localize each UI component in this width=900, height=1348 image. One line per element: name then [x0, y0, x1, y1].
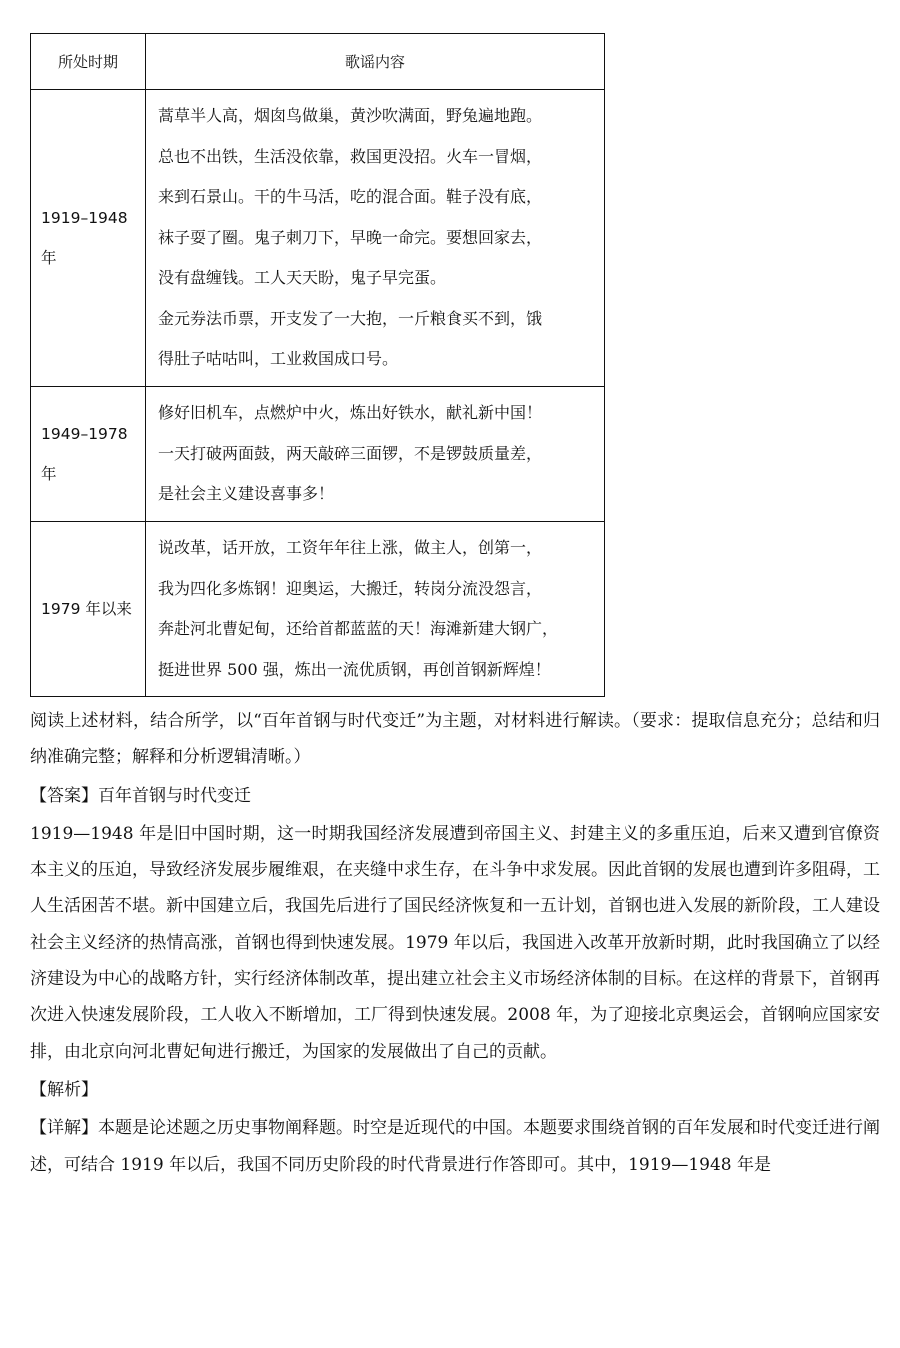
period-line: 1979 年以来: [41, 600, 132, 618]
lyric-line: 蒿草半人高，烟囱鸟做巢，黄沙吹满面，野兔遍地跑。: [158, 106, 543, 126]
period-cell: [31, 387, 146, 522]
lyric-line: 来到石景山。干的牛马活，吃的混合面。鞋子没有底，: [158, 187, 543, 207]
lyric-line: 一天打破两面鼓，两天敲碎三面锣，不是锣鼓质量差，: [158, 443, 543, 463]
question-paragraph: 阅读上述材料，结合所学，以“百年首钢与时代变迁”为主题，对材料进行解读。（要求：提取信息充分；总结和归纳准确完整；解释和分析逻辑清晰。）: [30, 711, 880, 768]
answer-heading: [30, 778, 880, 814]
period-line: 年: [41, 465, 57, 483]
header-content: 歌谣内容: [146, 34, 605, 90]
lyric-line: 我为四化多炼钢！迎奥运，大搬迁，转岗分流没怨言，: [158, 578, 543, 598]
lyric-line: 修好旧机车，点燃炉中火，炼出好铁水，献礼新中国！: [158, 403, 543, 423]
lyric-line: 没有盘缠钱。工人天天盼，鬼子早完蛋。: [158, 268, 447, 288]
lyrics-cell: [146, 522, 605, 697]
detail-text: 本题是论述题之历史事物阐释题。时空是近现代的中国。本题要求围绕首钢的百年发展和时代变迁进行阐述，可结合 1919 年以后，我国不同历史阶段的时代背景进行作答即可。其中，1919—1948 年是: [30, 1118, 880, 1175]
answer-tag: 【答案】: [30, 785, 98, 806]
lyric-line: 袜子耍了圈。鬼子刺刀下，早晚一命完。要想回家去，: [158, 227, 543, 247]
period-line: 年: [41, 249, 57, 267]
period-cell: [31, 522, 146, 697]
lyric-line: 奔赴河北曹妃甸，还给首都蓝蓝的天！海滩新建大钢广，: [158, 619, 559, 638]
period-line: 1949–1978: [41, 425, 128, 443]
lyric-line: 得肚子咕咕叫，工业救国成口号。: [158, 349, 399, 369]
table-header-row: [31, 34, 605, 90]
ballad-table: [30, 33, 605, 697]
period-cell: [31, 90, 146, 387]
answer-paragraph: 1919—1948 年是旧中国时期，这一时期我国经济发展遭到帝国主义、封建主义的多重压迫，后来又遭到官僚资本主义的压迫，导致经济发展步履维艰，在夹缝中求生存，在斗争中求发展。因此首钢的发展也遭到许多阻碍，工人生活困苦不堪。新中国建立后，我国先后进行了国民经济恢复和一五计划，首钢也进入发展的新阶段，工人建设社会主义经济的热情高涨，首钢也得到快速发展。1979 年以后，我国进入改革开放新时期，此时我国确立了以经济建设为中心的战略方针，实行经济体制改革，提出建立社会主义市场经济体制的目标。在这样的背景下，首钢再次进入快速发展阶段，工人收入不断增加，工厂得到快速发展。2008 年，为了迎接北京奥运会，首钢响应国家安排，由北京向河北曹妃甸进行搬迁，为国家的发展做出了自己的贡献。: [30, 823, 880, 1062]
table-row: [31, 387, 605, 522]
document-body: [30, 703, 880, 1183]
lyric-line: 挺进世界 500 强，炼出一流优质钢，再创首钢新辉煌！: [158, 659, 551, 679]
detail-tag: 【详解】: [30, 1118, 98, 1139]
answer-title: 百年首钢与时代变迁: [98, 785, 251, 806]
analysis-heading: 【解析】: [30, 1079, 98, 1100]
detail-paragraph: [30, 1110, 880, 1183]
table-row: [31, 522, 605, 697]
period-line: 1919–1948: [41, 209, 128, 227]
lyric-line: 总也不出铁，生活没依靠，救国更没招。火车一冒烟，: [158, 146, 543, 166]
table-row: [31, 90, 605, 387]
lyric-line: 是社会主义建设喜事多！: [158, 484, 335, 504]
header-period: 所处时期: [31, 34, 146, 90]
lyrics-cell: [146, 90, 605, 387]
lyric-line: 金元券法币票，开支发了一大抱，一斤粮食买不到，饿: [158, 308, 543, 328]
lyric-line: 说改革，话开放，工资年年往上涨，做主人，创第一，: [158, 538, 543, 557]
lyrics-cell: [146, 387, 605, 522]
